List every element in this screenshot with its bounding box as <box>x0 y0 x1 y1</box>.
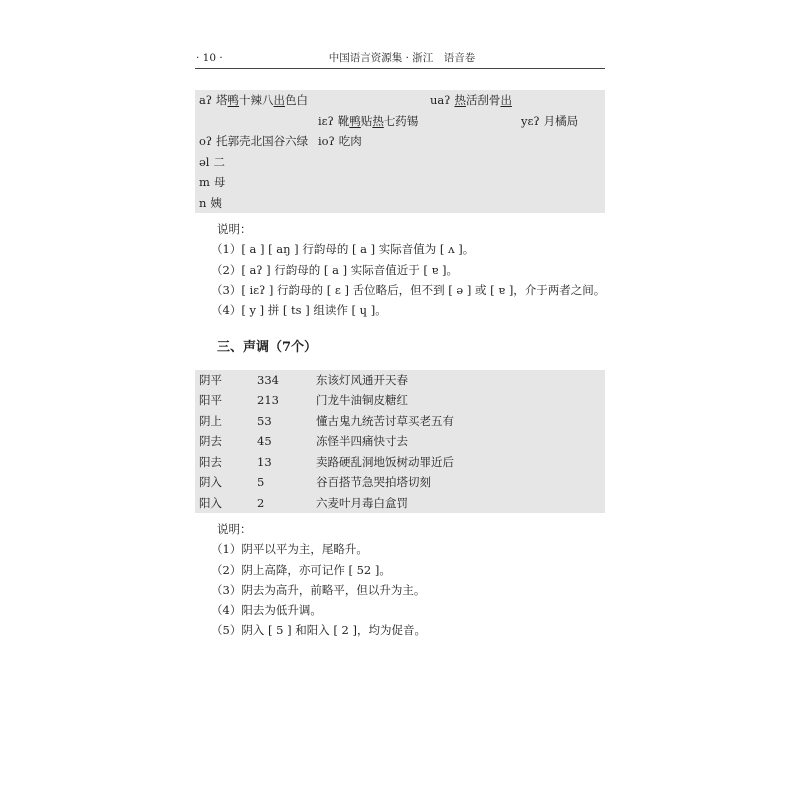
example-text: 二 <box>213 154 225 169</box>
example-text: 吃肉 <box>338 134 362 148</box>
note-item: （1）[ a ] [ aŋ ] 行韵母的 [ a ] 实际音值为 [ ʌ ]。 <box>211 242 475 257</box>
tone-name: 阴去 <box>199 434 222 449</box>
tone-examples: 门龙牛油铜皮糖红 <box>316 393 408 408</box>
note-item: （3）阴去为高升，前略平，但以升为主。 <box>211 582 426 597</box>
tone-name: 阳平 <box>199 393 222 408</box>
tone-name: 阴入 <box>199 475 222 490</box>
underlined-character: 鸭 <box>227 93 240 107</box>
finals-row <box>195 193 605 214</box>
tone-examples: 懂古鬼九统苦讨草买老五有 <box>316 413 454 428</box>
tone-value: 2 <box>257 495 265 510</box>
example-characters <box>338 114 419 128</box>
example-text: 十辣八 <box>239 93 274 107</box>
example-text: 贴 <box>360 113 373 128</box>
tone-examples: 谷百搭节急哭拍塔切刻 <box>316 475 431 490</box>
finals-row <box>195 111 605 132</box>
final-ipa: uaʔ <box>430 93 451 107</box>
example-characters <box>213 155 225 169</box>
tone-examples: 六麦叶月毒白盒罚 <box>316 495 408 510</box>
example-text: 靴 <box>337 113 350 128</box>
underlined-character: 出 <box>500 93 512 107</box>
tone-value: 213 <box>257 393 279 408</box>
final-ipa: oʔ <box>199 134 213 148</box>
tone-value: 5 <box>257 475 265 490</box>
final-ipa: iɛʔ <box>318 113 334 128</box>
note-item: （3）[ iɛʔ ] 行韵母的 [ ɛ ] 舌位略后，但不到 [ ə ] 或 [ ɐ ]，介于两者之间。 <box>211 282 606 297</box>
underlined-character: 出 <box>273 93 286 107</box>
note-item: （1）阴平以平为主，尾略升。 <box>211 542 368 557</box>
final-ipa: m <box>199 175 210 189</box>
underlined-character: 热 <box>372 113 384 128</box>
page-number: · 10 · <box>196 52 223 64</box>
example-characters <box>339 134 362 148</box>
note-item: （5）阴入 [ 5 ] 和阳入 [ 2 ]，均为促音。 <box>211 623 426 638</box>
example-characters <box>544 114 579 128</box>
underlined-character: 热 <box>454 93 466 107</box>
tone-examples: 东该灯风通开天春 <box>316 373 408 387</box>
example-text: 色白 <box>285 93 309 107</box>
example-characters <box>214 175 226 189</box>
example-text: 七药锡 <box>383 113 419 128</box>
finals-table <box>195 90 605 213</box>
final-entry <box>318 131 362 152</box>
tone-row <box>195 452 605 472</box>
final-ipa: yɛʔ <box>521 113 540 128</box>
section-heading-tones: 三、声调（7个） <box>217 340 318 355</box>
tone-examples: 冻怪半四痛快寸去 <box>316 434 408 449</box>
tones-table <box>195 370 605 513</box>
tone-row <box>195 493 605 513</box>
example-characters <box>454 93 512 107</box>
tones-notes <box>211 519 426 641</box>
final-entry <box>199 193 222 214</box>
tone-value: 53 <box>257 413 272 428</box>
final-entry <box>199 172 225 193</box>
example-characters <box>216 93 308 107</box>
final-ipa: aʔ <box>199 93 213 107</box>
example-characters <box>210 196 222 210</box>
example-characters <box>216 134 308 148</box>
note-item: （4）阳去为低升调。 <box>211 603 322 618</box>
running-header-title: 中国语言资源集 · 浙江 语音卷 <box>328 52 476 64</box>
final-ipa: n <box>199 195 207 210</box>
tone-name: 阴平 <box>199 373 222 387</box>
final-ipa: ioʔ <box>318 134 335 148</box>
notes-heading: 说明： <box>217 222 252 236</box>
example-text: 姨 <box>210 195 222 210</box>
note-item: （4）[ y ] 拼 [ ts ] 组读作 [ ɥ ]。 <box>211 303 387 318</box>
final-entry <box>199 90 308 111</box>
tone-name: 阳入 <box>199 495 222 510</box>
note-item: （2）阴上高降，亦可记作 [ 52 ]。 <box>211 562 391 577</box>
final-entry <box>199 131 308 152</box>
final-entry <box>318 111 418 132</box>
tone-row <box>195 411 605 431</box>
notes-heading: 说明： <box>217 522 252 536</box>
example-text: 塔 <box>216 93 228 107</box>
final-entry <box>521 111 578 132</box>
finals-row <box>195 152 605 173</box>
tone-value: 334 <box>257 373 279 387</box>
tone-value: 45 <box>257 434 272 449</box>
finals-notes <box>211 219 605 320</box>
example-text: 月橘局 <box>543 113 579 128</box>
tone-row <box>195 431 605 451</box>
finals-row <box>195 90 605 111</box>
final-entry <box>430 90 512 111</box>
example-text: 托郭壳北国谷六绿 <box>216 134 309 148</box>
final-entry <box>199 152 225 173</box>
tone-row <box>195 472 605 492</box>
finals-row <box>195 172 605 193</box>
tone-name: 阳去 <box>199 454 222 469</box>
header-rule <box>195 68 605 69</box>
tone-value: 13 <box>257 454 272 469</box>
tone-row <box>195 390 605 410</box>
note-item: （2）[ aʔ ] 行韵母的 [ a ] 实际音值近于 [ ɐ ]。 <box>211 262 459 277</box>
example-text: 活刮骨 <box>465 93 501 107</box>
tone-examples: 卖路硬乱洞地饭树动罪近后 <box>316 454 454 469</box>
tone-name: 阴上 <box>199 413 222 428</box>
final-ipa: əl <box>199 154 210 169</box>
tone-row <box>195 370 605 390</box>
finals-row <box>195 131 605 152</box>
underlined-character: 鸭 <box>349 113 361 128</box>
example-text: 母 <box>213 175 226 189</box>
